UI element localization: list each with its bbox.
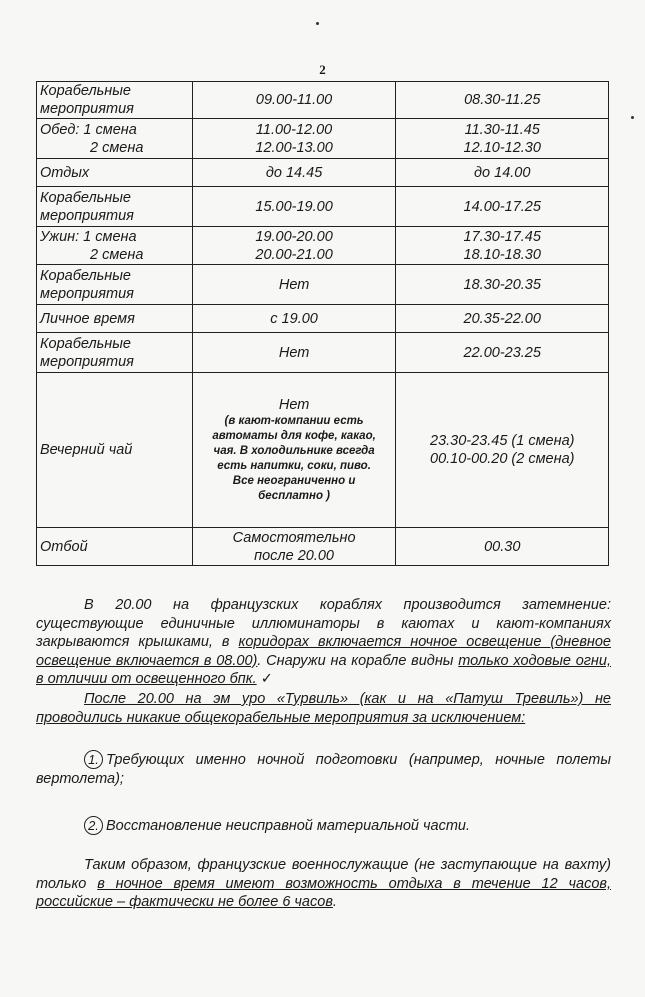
french-time: до 14.45 [192,159,396,187]
time-line2: 00.10-00.20 (2 смена) [430,451,575,467]
circled-number-2: 2. [84,816,103,835]
row-label: Личное время [37,305,193,333]
french-time: 15.00-19.00 [192,187,396,227]
row-label [37,119,193,159]
row-label: Корабельные мероприятия [37,82,193,119]
table-row [37,82,609,119]
table-row [37,187,609,227]
schedule-table [36,81,609,566]
row-label [37,227,193,265]
russian-time: до 14.00 [396,159,609,187]
item1-text: Требующих именно ночной подготовки (например, ночные полеты вертолета); [36,752,611,787]
time-line1: Самостоятельно [232,529,356,546]
time-line2: 20.00-21.00 [255,246,333,263]
row-label-line1: Обед: 1 смена [40,121,137,138]
table-row [37,227,609,265]
french-time [192,227,396,265]
row-label: Корабельные мероприятия [37,265,193,305]
french-time: с 19.00 [192,305,396,333]
table-row [37,265,609,305]
french-time: 09.00-11.00 [192,82,396,119]
row-label: Корабельные мероприятия [37,187,193,227]
time-line1: Нет [278,397,310,413]
row-label-line2: 2 смена [90,246,144,263]
russian-time: 20.35-22.00 [396,305,609,333]
table-row [37,528,609,566]
item2-text: Восстановление неисправной материальной части. [106,818,471,834]
list-item-1 [36,750,611,788]
russian-time: 22.00-23.25 [396,333,609,373]
row-label: Отдых [37,159,193,187]
list-item-2 [36,816,611,836]
russian-time [396,119,609,159]
p1-underlined: коридорах включается ночное освещение (дневное освещение включается в 08.00) [36,634,611,669]
circled-number-1: 1. [84,750,103,769]
table-row [37,333,609,373]
french-time [192,119,396,159]
tea-note: (в кают-компании есть автоматы для кофе, какао, чая. В холодильнике всегда есть напитки, соки, пиво. Все неограниченно и бесплатно ) [212,415,376,502]
row-label: Отбой [37,528,193,566]
russian-time [396,227,609,265]
french-time: Нет [192,333,396,373]
table-row [37,373,609,528]
p3-end: . [332,894,337,910]
row-label-line2: 2 смена [90,139,144,156]
check-mark: ✓ [260,671,273,687]
time-line2: 12.10-12.30 [463,139,541,156]
row-label: Вечерний чай [37,373,193,528]
time-line1: 23.30-23.45 (1 смена) [430,433,575,449]
paragraph-no-events [36,690,611,727]
russian-time: 14.00-17.25 [396,187,609,227]
p1-underlined-2: только ходовые огни, в отличии от освещенного бпк. [36,652,611,687]
time-line1: 19.00-20.00 [255,228,333,245]
table-row [37,159,609,187]
russian-time: 08.30-11.25 [396,82,609,119]
scan-speck [631,116,634,119]
paragraph-conclusion [36,856,611,912]
scan-speck [316,22,319,25]
russian-time: 00.30 [396,528,609,566]
french-time [192,373,396,528]
time-line2: после 20.00 [254,547,334,564]
time-line2: 18.10-18.30 [463,246,541,263]
p2-text: После 20.00 на эм уро «Турвиль» (как и на «Патуш Тревиль») не проводились никакие общекорабельные мероприятия за исключением: [36,691,611,726]
p3-underlined: в ночное время имеют возможность отдыха в течение 12 часов, российские – фактически не более 6 часов [36,875,611,910]
french-time: Нет [192,265,396,305]
time-line2: 12.00-13.00 [255,139,333,156]
p1-text-2: . Снаружи на корабле видны [257,652,459,669]
time-line1: 17.30-17.45 [463,228,541,245]
page-number: 2 [319,62,326,77]
french-time [192,528,396,566]
time-line1: 11.30-11.45 [464,121,540,138]
paragraph-blackout [36,596,611,689]
row-label: Корабельные мероприятия [37,333,193,373]
table-row [37,305,609,333]
p1-text: В 20.00 на французских кораблях производится затемнение: существующие единичные иллюминаторы в каютах и кают-компаниях закрываются крышками, в [36,597,611,650]
russian-time: 18.30-20.35 [396,265,609,305]
table-row [37,119,609,159]
p3-text: Таким образом, французские военнослужащие (не заступающие на вахту) только [36,857,611,892]
row-label-line1: Ужин: 1 смена [40,228,137,245]
time-line1: 11.00-12.00 [255,121,333,138]
russian-time [396,373,609,528]
